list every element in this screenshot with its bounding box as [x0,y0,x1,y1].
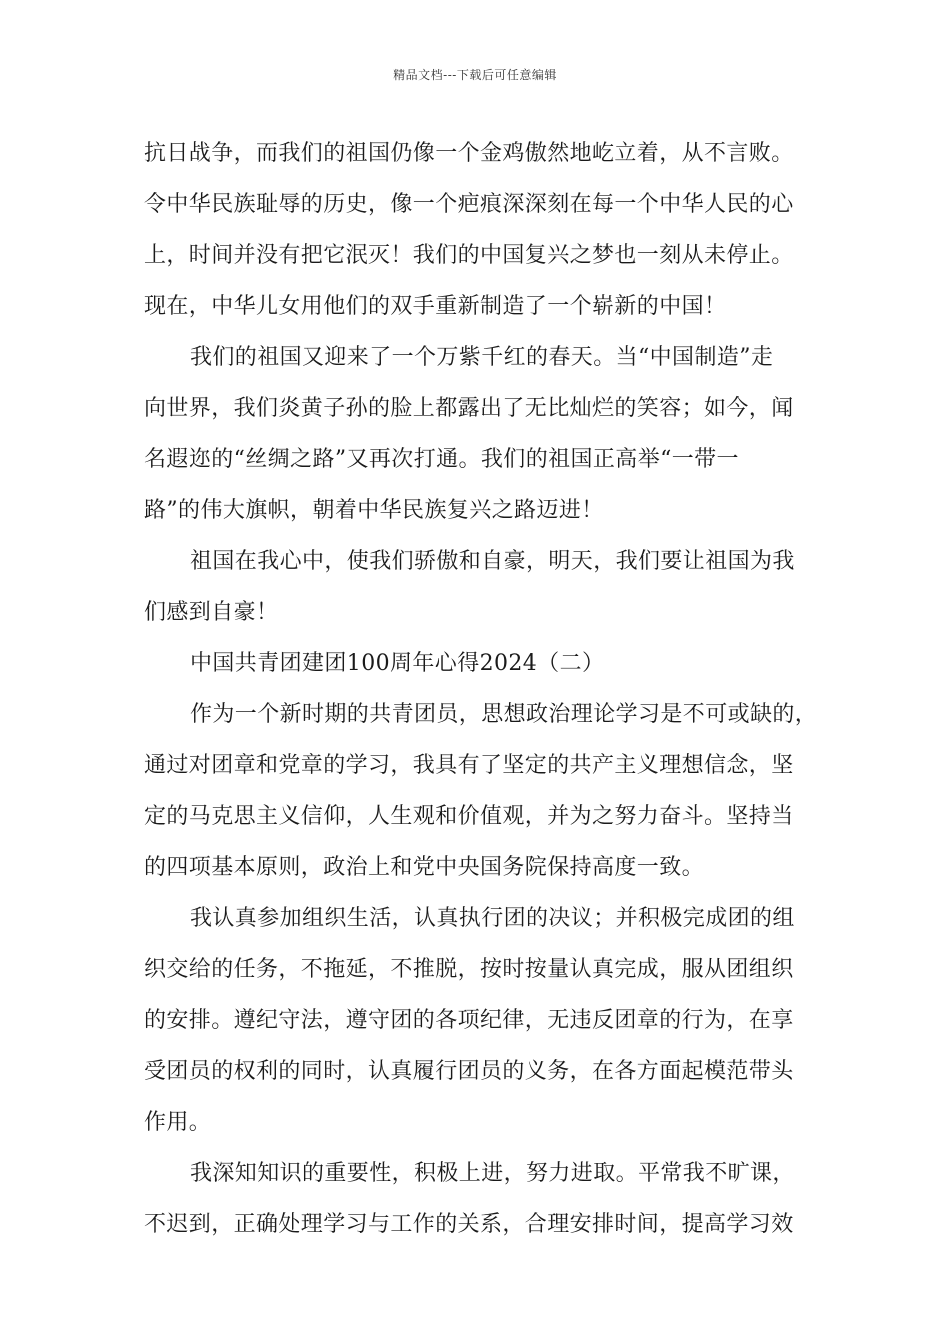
text-line: 不迟到，正确处理学习与工作的关系，合理安排时间，提高学习效 [144,1212,794,1237]
section-heading: 中国共青团建团100周年心得2024（二） [190,651,605,676]
text-line: 现在，中华儿女用他们的双手重新制造了一个崭新的中国！ [144,294,727,319]
text-line: 受团员的权利的同时，认真履行团员的义务，在各方面起模范带头 [144,1059,794,1084]
text-line: 的四项基本原则，政治上和党中央国务院保持高度一致。 [144,855,705,880]
text-line: 抗日战争，而我们的祖国仍像一个金鸡傲然地屹立着，从不言败。 [144,141,794,166]
text-line: 令中华民族耻辱的历史，像一个疤痕深深刻在每一个中华人民的心 [144,192,794,217]
text-line: 我认真参加组织生活，认真执行团的决议；并积极完成团的组 [190,906,795,931]
page-header: 精品文档---下载后可任意编辑 [393,68,557,82]
text-line: 们感到自豪！ [144,600,279,625]
text-line: 作为一个新时期的共青团员，思想政治理论学习是不可或缺的， [190,702,818,727]
text-line: 作用。 [144,1110,212,1135]
text-line: 向世界，我们炎黄子孙的脸上都露出了无比灿烂的笑容；如今，闻 [144,396,794,421]
text-line: 我们的祖国又迎来了一个万紫千红的春天。当“中国制造”走 [190,345,774,370]
text-line: 上，时间并没有把它泯灭！我们的中国复兴之梦也一刻从未停止。 [144,243,794,268]
text-line: 祖国在我心中，使我们骄傲和自豪，明天，我们要让祖国为我 [190,549,795,574]
document-body [144,128,834,1250]
text-line: 的安排。遵纪守法，遵守团的各项纪律，无违反团章的行为，在享 [144,1008,794,1033]
text-line: 名遐迩的“丝绸之路”又再次打通。我们的祖国正高举“一带一 [144,447,739,472]
text-line: 我深知知识的重要性，积极上进，努力进取。平常我不旷课， [190,1161,795,1186]
text-line: 织交给的任务，不拖延，不推脱，按时按量认真完成，服从团组织 [144,957,794,982]
text-line: 路”的伟大旗帜，朝着中华民族复兴之路迈进！ [144,498,604,523]
text-line: 定的马克思主义信仰，人生观和价值观，并为之努力奋斗。坚持当 [144,804,794,829]
text-line: 通过对团章和党章的学习，我具有了坚定的共产主义理想信念，坚 [144,753,794,778]
